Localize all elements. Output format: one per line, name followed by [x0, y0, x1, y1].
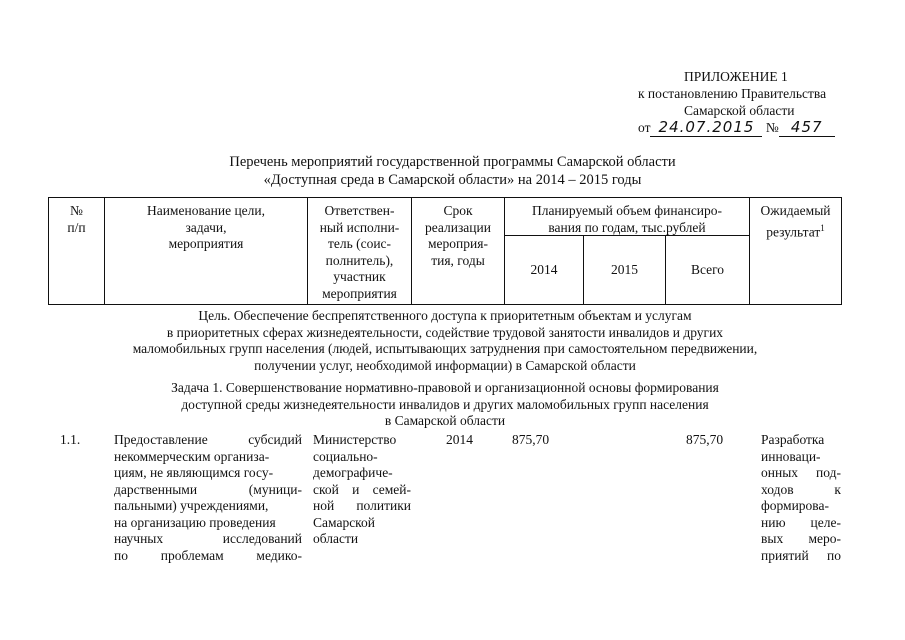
- header-col-responsible: Ответствен- ный исполни- тель (соис- полнитель), участник мероприятия: [319, 203, 400, 301]
- appendix-line-3: Самарской области: [684, 103, 795, 118]
- row-name: Предоставление субсидий некоммерческим организа- циям, не являющимся госу- дарственными (муници- пальными) учреждениями, на организацию проведения научных исследований по проблемам медико-: [114, 432, 302, 563]
- row-responsible: Министерство социально- демографиче- ской и семей- ной политики Самарской области: [313, 432, 411, 546]
- row-value-total: 875,70: [686, 432, 724, 447]
- handwritten-number: 457: [779, 119, 835, 137]
- header-col-result: Ожидаемый результат$^1$: [760, 203, 831, 239]
- row-value-2014: 875,70: [512, 432, 550, 447]
- header-col-finance: Планируемый объем финансиро- вания по годам, тыс.рублей: [531, 203, 723, 235]
- task-text: Задача 1. Совершенствование нормативно-правовой и организационной основы формирования доступной среды жизнедеятельности инвалидов и других маломобильных групп населения в Самарской области: [171, 380, 719, 428]
- row-term: 2014: [446, 432, 473, 447]
- header-col-name: Наименование цели, задачи, мероприятия: [146, 203, 266, 251]
- date-prefix: от: [638, 120, 651, 135]
- header-col-term: Срок реализации мероприя- тия, годы: [425, 203, 491, 268]
- document-title-line-1: Перечень мероприятий государственной программы Самарской области: [229, 154, 676, 170]
- header-col-total: Всего: [690, 262, 725, 277]
- appendix-line-2: к постановлению Правительства: [638, 86, 827, 101]
- header-col-number: № п/п: [67, 203, 86, 235]
- number-prefix: №: [765, 120, 779, 135]
- header-col-2015: 2015: [611, 262, 638, 277]
- handwritten-date: 24.07.2015: [650, 119, 762, 137]
- goal-text: Цель. Обеспечение беспрепятственного доступа к приоритетным объектам и услугам в приоритетных сферах жизнедеятельности, содействие трудовой занятости инвалидов и других маломобильных групп населения (людей, испытывающих затруднения при самостоятельном передвижении, получении услуг, необходимой информации) в Самарской области: [132, 308, 758, 373]
- header-col-2014: 2014: [530, 262, 558, 277]
- row-number: 1.1.: [60, 432, 81, 447]
- appendix-title: ПРИЛОЖЕНИЕ 1: [684, 69, 788, 84]
- appendix-date-line: [638, 119, 835, 137]
- document-title-line-2: «Доступная среда в Самарской области» на 2014 – 2015 годы: [263, 172, 642, 188]
- row-result: Разработка инноваци- онных под- ходов к формирова- нию целе- вых меро- приятий по: [761, 432, 841, 563]
